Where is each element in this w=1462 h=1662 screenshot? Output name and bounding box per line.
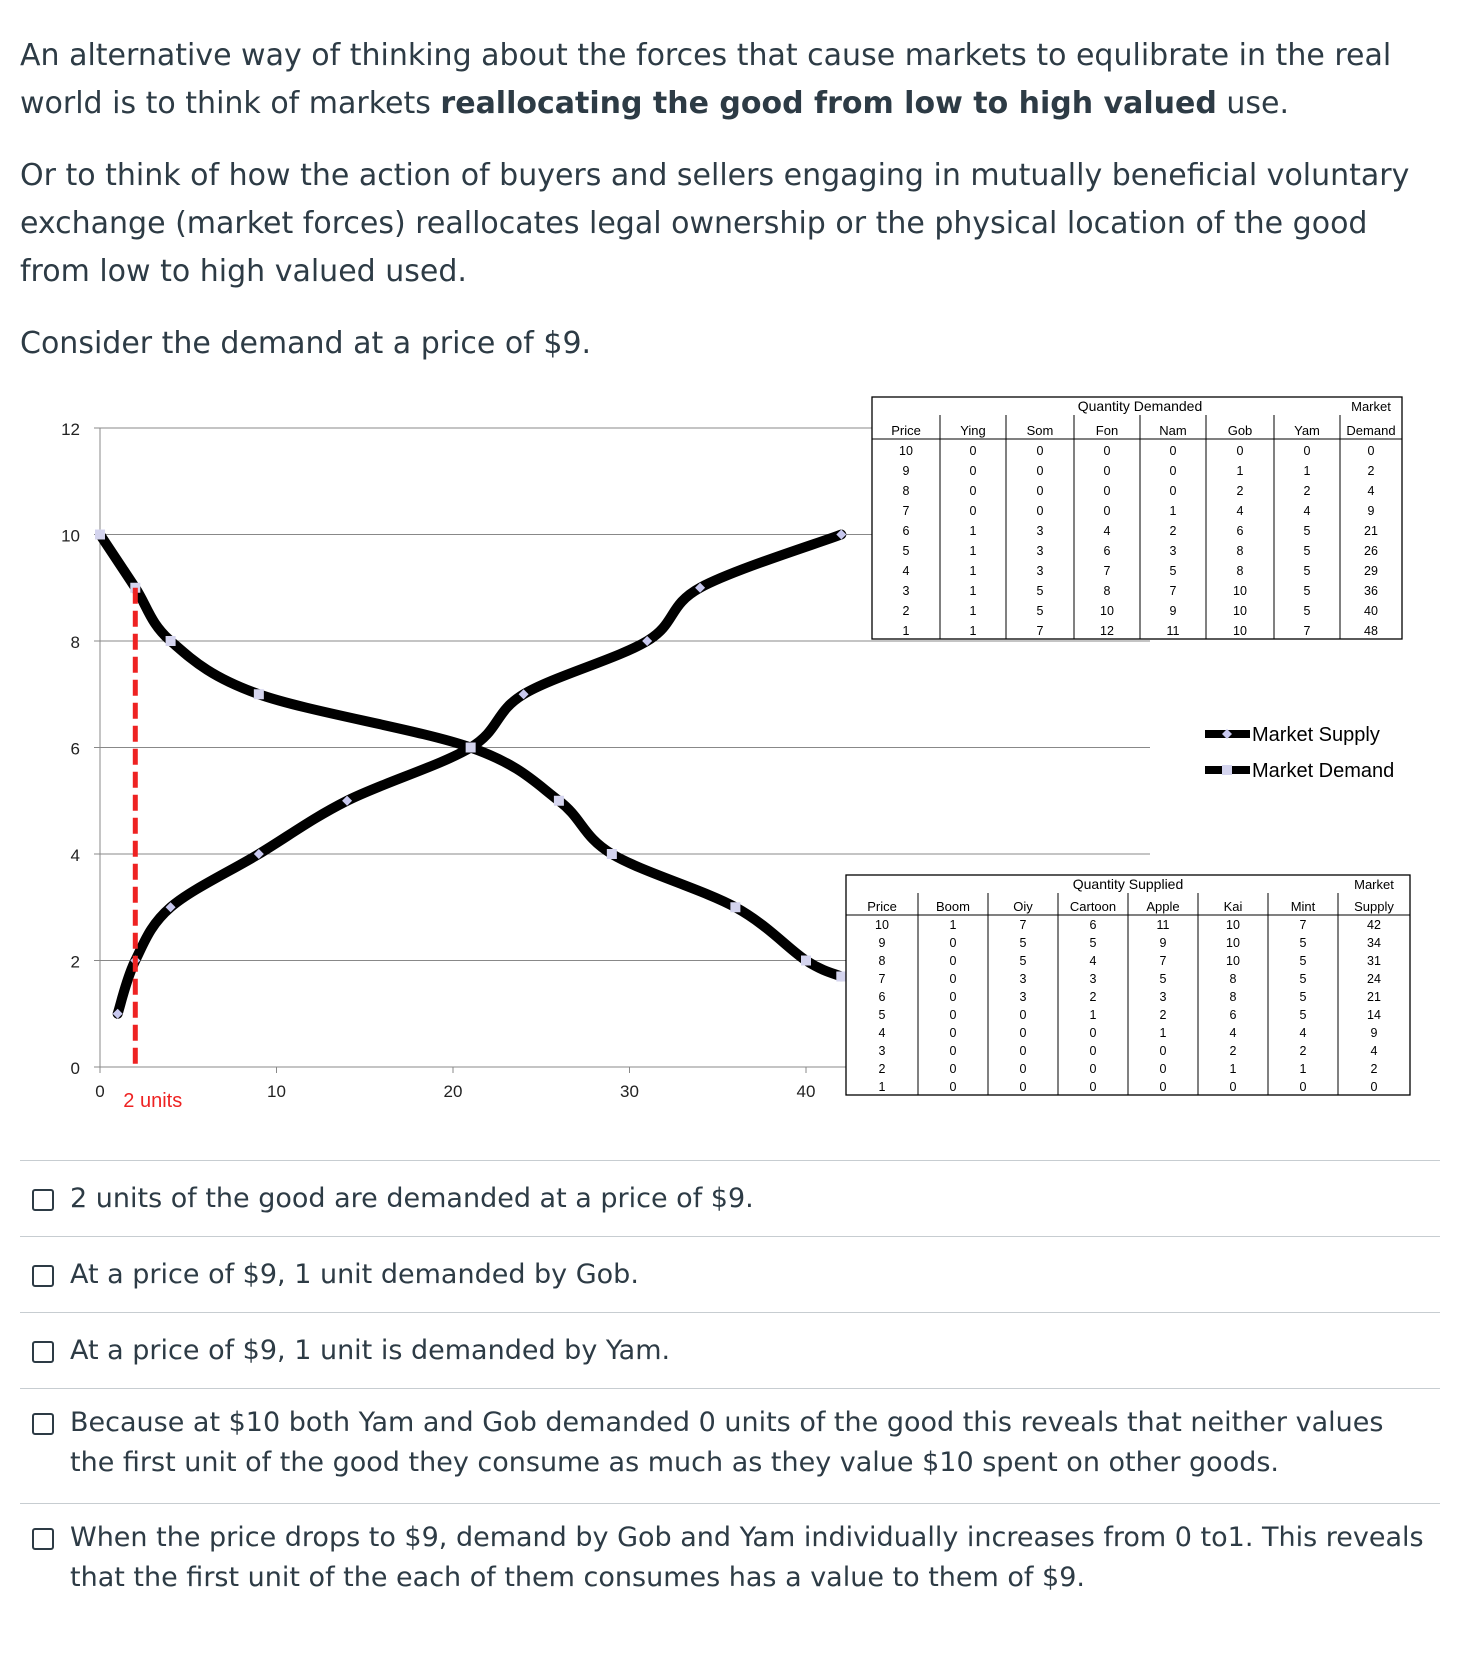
- legend-label: Market Supply: [1252, 724, 1380, 746]
- demand-point: [166, 636, 176, 646]
- supply-cell: 31: [1367, 954, 1381, 968]
- supply-cell: 0: [1089, 1026, 1097, 1040]
- supply-col-header: Price: [867, 899, 897, 914]
- supply-cell: 7: [1159, 954, 1167, 968]
- demand-cell: 6: [1103, 544, 1111, 558]
- demand-cell: 3: [1036, 564, 1044, 578]
- demand-cell: 3: [1169, 544, 1177, 558]
- supply-group-header: Quantity Supplied: [1072, 876, 1184, 892]
- supply-cell: 0: [1370, 1080, 1378, 1094]
- demand-cell: 2: [1169, 524, 1177, 538]
- demand-cell: 10: [1233, 604, 1247, 618]
- demand-cell: 0: [1169, 464, 1177, 478]
- demand-cell: 9: [1367, 504, 1375, 518]
- x-tick-label: 0: [95, 1082, 105, 1101]
- supply-col-header: Cartoon: [1069, 899, 1117, 914]
- supply-cell: 8: [1229, 990, 1237, 1004]
- supply-cell: 3: [1089, 972, 1097, 986]
- supply-cell: 0: [1019, 1026, 1027, 1040]
- supply-cell: 10: [1226, 918, 1240, 932]
- demand-cell: 48: [1364, 624, 1378, 638]
- demand-cell: 5: [1036, 604, 1044, 618]
- demand-point: [607, 849, 617, 859]
- supply-cell: 0: [949, 1026, 957, 1040]
- supply-cell: 3: [1159, 990, 1167, 1004]
- answer-option-text: Because at $10 both Yam and Gob demanded 0 units of the good this reveals that neither values the first unit of the good they consume as much as they value $10 spent on other goods.: [70, 1407, 1384, 1478]
- supply-cell: 5: [878, 1008, 886, 1022]
- demand-cell: 5: [1303, 544, 1311, 558]
- demand-cell: 26: [1364, 544, 1378, 558]
- supply-cell: 1: [1089, 1008, 1097, 1022]
- demand-cell: 8: [1103, 584, 1111, 598]
- demand-col-header: Demand: [1346, 423, 1396, 438]
- demand-cell: 1: [1169, 504, 1177, 518]
- answer-option-text: 2 units of the good are demanded at a price of $9.: [70, 1183, 754, 1214]
- supply-col-header: Market: [1354, 877, 1394, 892]
- market-demand-line: [100, 535, 841, 977]
- supply-cell: 0: [1089, 1062, 1097, 1076]
- demand-cell: 29: [1364, 564, 1378, 578]
- supply-cell: 0: [949, 1080, 957, 1094]
- supply-cell: 0: [1159, 1062, 1167, 1076]
- demand-cell: 0: [1103, 484, 1111, 498]
- supply-cell: 6: [878, 990, 886, 1004]
- demand-col-header: Nam: [1159, 423, 1187, 438]
- demand-point: [95, 530, 105, 540]
- demand-cell: 0: [1103, 444, 1111, 458]
- supply-cell: 5: [1159, 972, 1167, 986]
- supply-cell: 5: [1299, 936, 1307, 950]
- y-tick-label: 12: [61, 420, 80, 439]
- demand-cell: 40: [1364, 604, 1378, 618]
- supply-cell: 7: [1299, 918, 1307, 932]
- demand-col-header: Som: [1026, 423, 1054, 438]
- demand-cell: 2: [1367, 464, 1375, 478]
- demand-cell: 4: [1367, 484, 1375, 498]
- demand-cell: 1: [902, 624, 910, 638]
- demand-cell: 1: [969, 604, 977, 618]
- x-tick-label: 30: [620, 1082, 639, 1101]
- demand-cell: 2: [1236, 484, 1244, 498]
- demand-cell: 5: [1303, 564, 1311, 578]
- demand-cell: 8: [902, 484, 910, 498]
- supply-cell: 5: [1299, 1008, 1307, 1022]
- intro-bold-text: reallocating the good from low to high valued: [440, 86, 1217, 121]
- supply-cell: 5: [1019, 954, 1027, 968]
- demand-cell: 7: [902, 504, 910, 518]
- demand-cell: 6: [1236, 524, 1244, 538]
- answer-checkbox[interactable]: [32, 1413, 54, 1435]
- answer-checkbox[interactable]: [32, 1265, 54, 1287]
- supply-cell: 0: [1089, 1044, 1097, 1058]
- demand-cell: 2: [902, 604, 910, 618]
- supply-cell: 1: [1159, 1026, 1167, 1040]
- supply-cell: 2: [1089, 990, 1097, 1004]
- demand-cell: 7: [1103, 564, 1111, 578]
- demand-table: [872, 397, 1402, 639]
- supply-cell: 3: [878, 1044, 886, 1058]
- y-tick-label: 8: [70, 633, 80, 652]
- supply-cell: 4: [1299, 1026, 1307, 1040]
- demand-col-header: Price: [891, 423, 921, 438]
- demand-cell: 10: [1100, 604, 1114, 618]
- supply-cell: 0: [949, 990, 957, 1004]
- demand-cell: 0: [1103, 504, 1111, 518]
- demand-cell: 9: [902, 464, 910, 478]
- y-tick-label: 0: [70, 1059, 80, 1078]
- supply-cell: 42: [1367, 918, 1381, 932]
- demand-cell: 0: [969, 484, 977, 498]
- demand-point: [730, 902, 740, 912]
- supply-cell: 0: [1019, 1044, 1027, 1058]
- demand-col-header: Gob: [1227, 423, 1253, 438]
- answer-option[interactable]: [20, 1388, 1440, 1478]
- demand-cell: 6: [902, 524, 910, 538]
- answer-option-text: At a price of $9, 1 unit demanded by Gob.: [70, 1259, 639, 1290]
- supply-cell: 24: [1367, 972, 1381, 986]
- demand-cell: 8: [1236, 564, 1244, 578]
- supply-cell: 11: [1156, 918, 1170, 932]
- supply-cell: 5: [1299, 972, 1307, 986]
- demand-cell: 0: [1036, 464, 1044, 478]
- supply-cell: 6: [1089, 918, 1097, 932]
- supply-table: [846, 875, 1410, 1095]
- demand-table-frame: [872, 397, 1402, 639]
- supply-cell: 5: [1019, 936, 1027, 950]
- demand-point: [254, 689, 264, 699]
- demand-cell: 5: [902, 544, 910, 558]
- legend-marker: [1222, 765, 1232, 775]
- answer-option[interactable]: [20, 1236, 1440, 1290]
- demand-cell: 1: [969, 564, 977, 578]
- answer-option-text: At a price of $9, 1 unit is demanded by Yam.: [70, 1335, 671, 1366]
- demand-cell: 3: [1036, 524, 1044, 538]
- supply-col-header: Kai: [1223, 899, 1243, 914]
- supply-col-header: Supply: [1354, 899, 1394, 914]
- supply-col-header: Boom: [936, 899, 970, 914]
- supply-cell: 7: [1019, 918, 1027, 932]
- demand-cell: 5: [1303, 524, 1311, 538]
- supply-cell: 14: [1367, 1008, 1381, 1022]
- supply-cell: 0: [949, 972, 957, 986]
- demand-cell: 11: [1166, 624, 1180, 638]
- supply-cell: 9: [1159, 936, 1167, 950]
- demand-cell: 0: [1367, 444, 1375, 458]
- supply-cell: 4: [1089, 954, 1097, 968]
- demand-cell: 5: [1036, 584, 1044, 598]
- demand-point: [466, 743, 476, 753]
- demand-cell: 9: [1169, 604, 1177, 618]
- demand-col-header: Ying: [960, 423, 986, 438]
- demand-cell: 1: [969, 624, 977, 638]
- supply-col-header: Oiy: [1013, 899, 1033, 914]
- demand-cell: 1: [1303, 464, 1311, 478]
- legend-label: Market Demand: [1252, 760, 1395, 782]
- supply-cell: 0: [1229, 1080, 1237, 1094]
- demand-cell: 0: [1169, 484, 1177, 498]
- supply-cell: 2: [1370, 1062, 1378, 1076]
- demand-cell: 0: [1103, 464, 1111, 478]
- demand-cell: 2: [1303, 484, 1311, 498]
- demand-cell: 10: [1233, 584, 1247, 598]
- answer-option[interactable]: [20, 1160, 1440, 1214]
- supply-cell: 0: [1089, 1080, 1097, 1094]
- supply-cell: 0: [1019, 1062, 1027, 1076]
- market-supply-line: [118, 535, 842, 1014]
- supply-cell: 3: [1019, 990, 1027, 1004]
- intro-paragraph-1: [20, 32, 1440, 128]
- demand-col-header: Fon: [1095, 423, 1119, 438]
- supply-cell: 2: [1159, 1008, 1167, 1022]
- demand-cell: 1: [1236, 464, 1244, 478]
- intro-text-end: use.: [1216, 86, 1289, 121]
- demand-cell: 36: [1364, 584, 1378, 598]
- legend-market-supply: [1205, 724, 1380, 746]
- supply-cell: 9: [1370, 1026, 1378, 1040]
- demand-cell: 7: [1169, 584, 1177, 598]
- demand-cell: 5: [1303, 584, 1311, 598]
- x-tick-label: 10: [267, 1082, 286, 1101]
- answer-checkbox[interactable]: [32, 1528, 54, 1550]
- supply-cell: 2: [1229, 1044, 1237, 1058]
- supply-cell: 1: [1299, 1062, 1307, 1076]
- demand-cell: 4: [1236, 504, 1244, 518]
- y-tick-label: 4: [70, 846, 80, 865]
- demand-cell: 12: [1100, 624, 1114, 638]
- intro-text: An alternative way of thinking about the forces that cause markets to equlibrate in the real world is to think of markets: [20, 38, 1392, 121]
- demand-cell: 4: [1303, 504, 1311, 518]
- demand-col-header: Yam: [1294, 423, 1320, 438]
- demand-cell: 0: [1303, 444, 1311, 458]
- supply-cell: 21: [1367, 990, 1381, 1004]
- supply-cell: 9: [878, 936, 886, 950]
- y-tick-label: 6: [70, 739, 80, 759]
- supply-cell: 0: [1019, 1080, 1027, 1094]
- demand-cell: 7: [1036, 624, 1044, 638]
- supply-cell: 0: [1019, 1008, 1027, 1022]
- supply-cell: 10: [875, 918, 889, 932]
- supply-cell: 0: [949, 1062, 957, 1076]
- supply-cell: 10: [1226, 954, 1240, 968]
- supply-demand-chart: [0, 380, 1462, 1120]
- two-units-annotation: 2 units: [123, 1090, 183, 1112]
- supply-cell: 4: [1370, 1044, 1378, 1058]
- supply-cell: 0: [949, 1008, 957, 1022]
- supply-cell: 7: [878, 972, 886, 986]
- legend-market-demand: [1205, 760, 1394, 782]
- demand-cell: 0: [1236, 444, 1244, 458]
- supply-col-header: Mint: [1290, 899, 1316, 914]
- supply-cell: 5: [1089, 936, 1097, 950]
- demand-point: [554, 796, 564, 806]
- supply-cell: 5: [1299, 954, 1307, 968]
- demand-cell: 3: [1036, 544, 1044, 558]
- demand-cell: 1: [969, 584, 977, 598]
- supply-cell: 0: [1299, 1080, 1307, 1094]
- answer-option[interactable]: [20, 1503, 1440, 1593]
- demand-point: [836, 971, 846, 981]
- demand-cell: 0: [1169, 444, 1177, 458]
- demand-cell: 4: [1103, 524, 1111, 538]
- demand-cell: 10: [899, 444, 913, 458]
- supply-cell: 34: [1367, 936, 1381, 950]
- supply-cell: 10: [1226, 936, 1240, 950]
- answer-checkbox[interactable]: [32, 1341, 54, 1363]
- demand-point: [801, 956, 811, 966]
- supply-cell: 5: [1299, 990, 1307, 1004]
- demand-cell: 0: [969, 504, 977, 518]
- supply-cell: 6: [1229, 1008, 1237, 1022]
- demand-group-header: Quantity Demanded: [1077, 398, 1203, 414]
- supply-cell: 0: [949, 1044, 957, 1058]
- supply-cell: 1: [949, 918, 957, 932]
- demand-cell: 3: [902, 584, 910, 598]
- demand-cell: 8: [1236, 544, 1244, 558]
- supply-col-header: Apple: [1146, 899, 1180, 914]
- supply-cell: 4: [1229, 1026, 1237, 1040]
- supply-cell: 0: [949, 954, 957, 968]
- demand-cell: 21: [1364, 524, 1378, 538]
- supply-cell: 0: [1159, 1080, 1167, 1094]
- demand-cell: 0: [1036, 444, 1044, 458]
- supply-cell: 1: [878, 1080, 886, 1094]
- supply-cell: 0: [949, 936, 957, 950]
- demand-cell: 1: [969, 544, 977, 558]
- answer-option[interactable]: [20, 1312, 1440, 1366]
- supply-cell: 4: [878, 1026, 886, 1040]
- demand-cell: 5: [1303, 604, 1311, 618]
- x-tick-label: 40: [796, 1082, 816, 1101]
- supply-cell: 1: [1229, 1062, 1237, 1076]
- question-prompt: Consider the demand at a price of $9.: [20, 326, 592, 361]
- x-tick-label: 20: [443, 1082, 463, 1101]
- answer-checkbox[interactable]: [32, 1189, 54, 1211]
- demand-col-header: Market: [1351, 399, 1391, 414]
- supply-cell: 8: [1229, 972, 1237, 986]
- supply-cell: 0: [1159, 1044, 1167, 1058]
- demand-cell: 0: [1036, 504, 1044, 518]
- answer-option-text: When the price drops to $9, demand by Gob and Yam individually increases from 0 to1. This reveals that the first unit of the each of them consumes has a value to them of $9.: [70, 1522, 1424, 1593]
- demand-cell: 10: [1233, 624, 1247, 638]
- demand-cell: 0: [1036, 484, 1044, 498]
- y-tick-label: 2: [70, 952, 80, 972]
- supply-cell: 2: [878, 1062, 886, 1076]
- supply-cell: 3: [1019, 972, 1027, 986]
- y-tick-label: 10: [61, 526, 80, 546]
- intro-paragraph-2: Or to think of how the action of buyers and sellers engaging in mutually beneficial voluntary exchange (market forces) reallocates legal ownership or the physical location of the good from low to high valued used.: [20, 158, 1410, 289]
- demand-cell: 0: [969, 444, 977, 458]
- supply-cell: 8: [878, 954, 886, 968]
- demand-cell: 0: [969, 464, 977, 478]
- demand-cell: 1: [969, 524, 977, 538]
- demand-cell: 7: [1303, 624, 1311, 638]
- demand-cell: 5: [1169, 564, 1177, 578]
- demand-cell: 4: [902, 564, 910, 578]
- supply-cell: 2: [1299, 1044, 1307, 1058]
